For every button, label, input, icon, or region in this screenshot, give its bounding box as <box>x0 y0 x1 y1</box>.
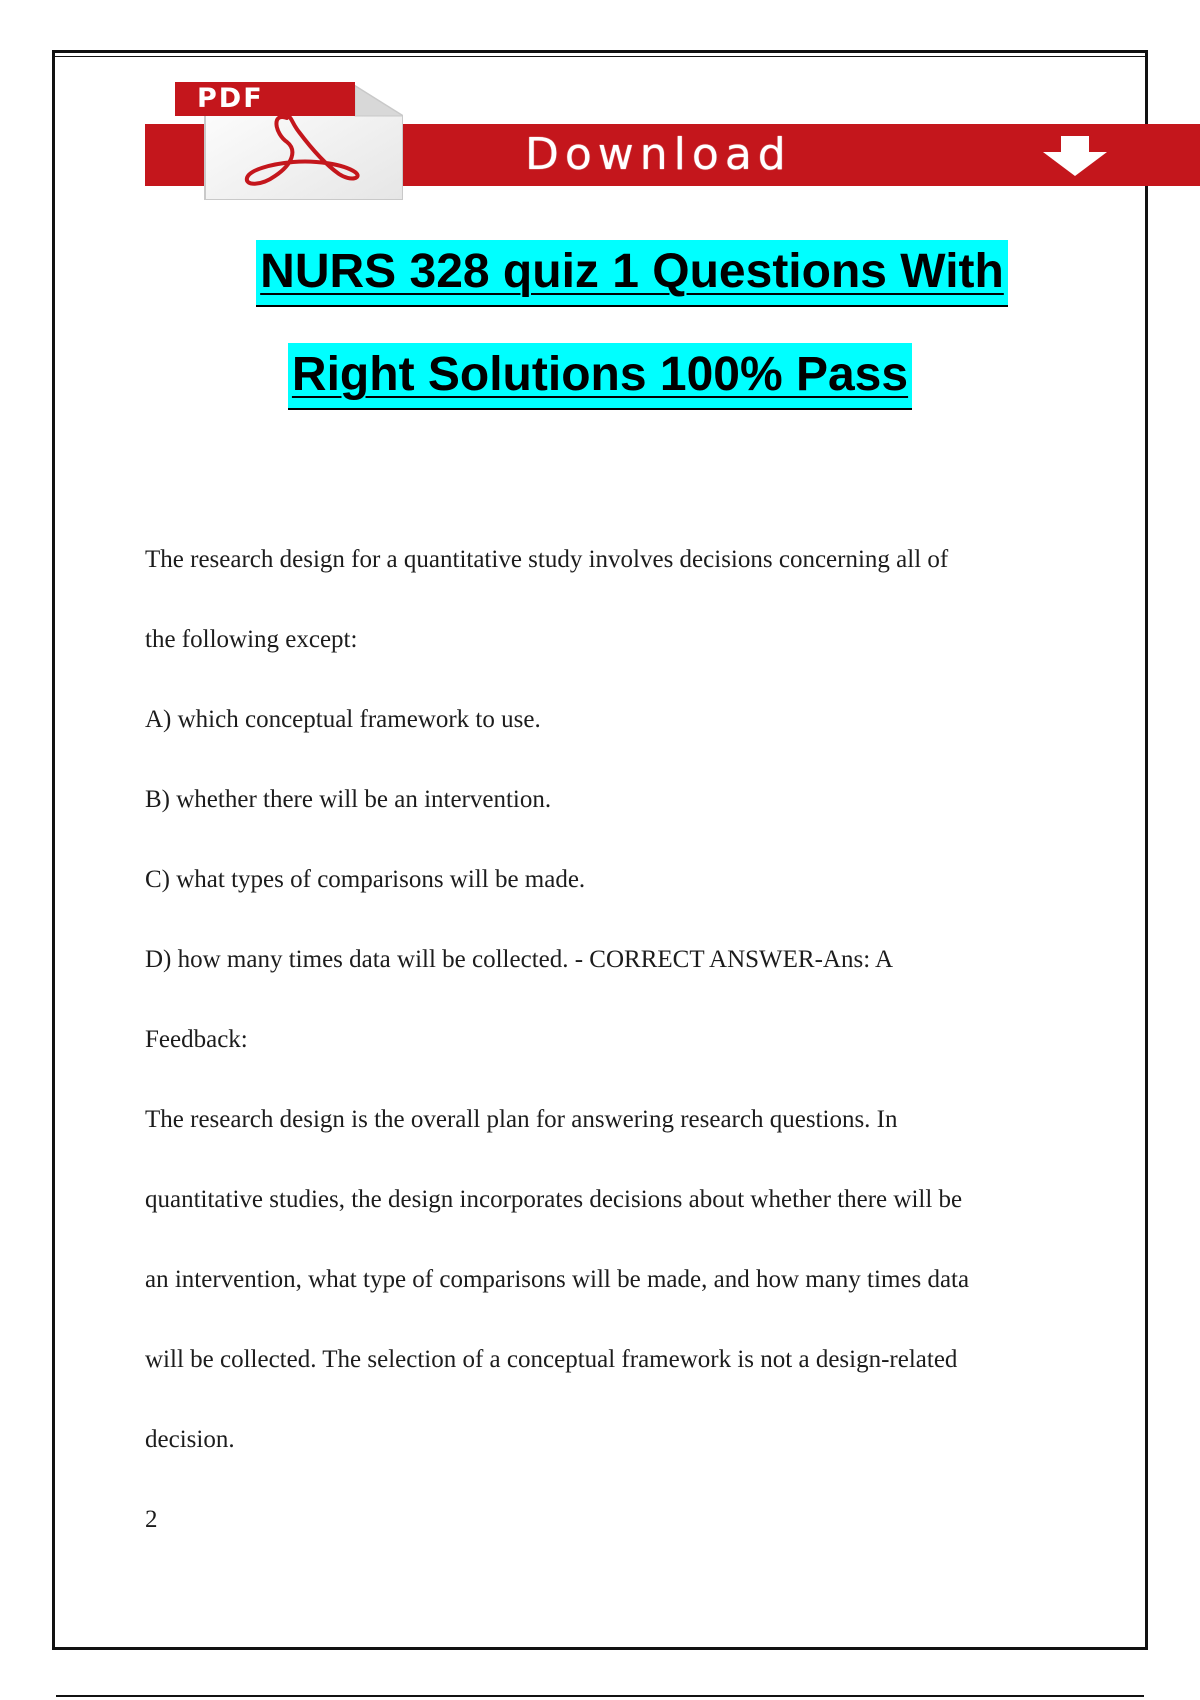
document-title-line-1-wrap <box>32 240 1200 307</box>
document-title-line-1: NURS 328 quiz 1 Questions With <box>256 240 1008 307</box>
feedback-line: quantitative studies, the design incorporates decisions about whether there will be <box>145 1186 963 1213</box>
question-stem: the following except: <box>145 626 358 653</box>
pdf-file-icon <box>175 82 403 200</box>
answer-option-a: A) which conceptual framework to use. <box>145 706 541 733</box>
feedback-line: The research design is the overall plan for answering research questions. In <box>145 1106 898 1133</box>
answer-option-b: B) whether there will be an intervention. <box>145 786 552 813</box>
feedback-line: will be collected. The selection of a conceptual framework is not a design-related <box>145 1346 958 1373</box>
question-stem: The research design for a quantitative study involves decisions concerning all of <box>145 546 949 573</box>
answer-option-d: D) how many times data will be collected. - CORRECT ANSWER-Ans: A <box>145 946 894 973</box>
document-title-line-2: Right Solutions 100% Pass <box>288 343 912 410</box>
document-body <box>145 520 1065 1560</box>
document-title-line-2-wrap <box>0 343 1200 410</box>
pdf-label: PDF <box>175 82 355 116</box>
pdf-download-banner[interactable] <box>145 82 1200 192</box>
download-label: Download <box>525 129 792 180</box>
page-number: 2 <box>145 1506 158 1533</box>
download-arrow-icon <box>1035 132 1115 178</box>
feedback-line: decision. <box>145 1426 235 1453</box>
answer-option-c: C) what types of comparisons will be made. <box>145 866 586 893</box>
feedback-line: an intervention, what type of comparisons will be made, and how many times data <box>145 1266 970 1293</box>
feedback-label: Feedback: <box>145 1026 248 1053</box>
bottom-rule <box>56 1695 1144 1697</box>
